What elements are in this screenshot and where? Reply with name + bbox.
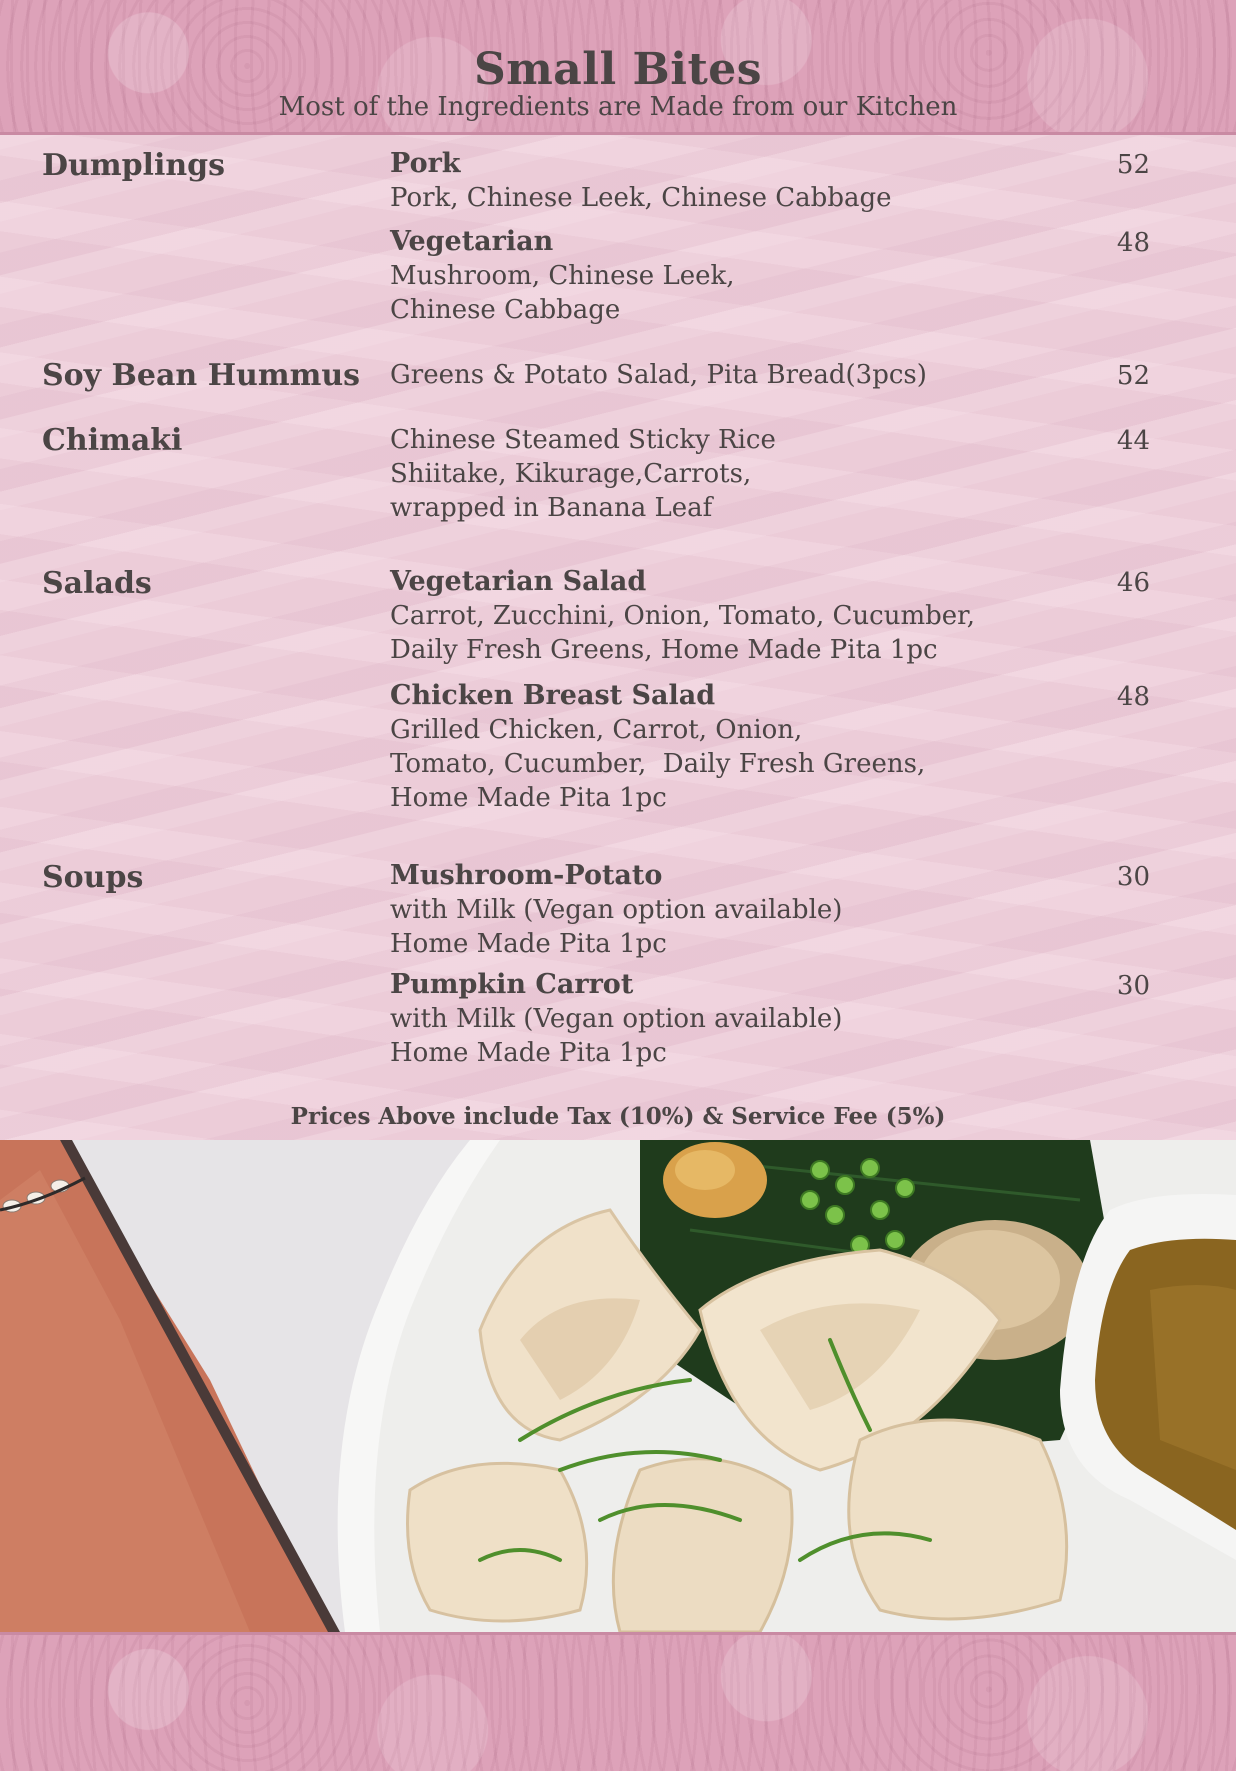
item-desc-mushroom-potato: with Milk (Vegan option available) Home Made Pita 1pc — [390, 895, 843, 959]
footer-ornament-band — [0, 1632, 1236, 1771]
item-desc-chicken-breast-salad: Grilled Chicken, Carrot, Onion, Tomato, Cucumber, Daily Fresh Greens, Home Made Pita 1pc — [390, 715, 926, 813]
item-desc-vegetarian-salad: Carrot, Zucchini, Onion, Tomato, Cucumber, Daily Fresh Greens, Home Made Pita 1pc — [390, 601, 975, 665]
item-name-pork: Pork — [390, 148, 461, 179]
category-salads: Salads — [42, 566, 152, 601]
page-subtitle: Most of the Ingredients are Made from our Kitchen — [278, 92, 958, 122]
page-title: Small Bites — [473, 44, 763, 95]
price-hummus: 52 — [1116, 361, 1150, 391]
item-desc-hummus: Greens & Potato Salad, Pita Bread(3pcs) — [390, 360, 927, 390]
dumplings-photo — [0, 1140, 1236, 1632]
item-desc-pumpkin-carrot: with Milk (Vegan option available) Home Made Pita 1pc — [390, 1004, 843, 1068]
price-mushroom-potato: 30 — [1116, 862, 1150, 892]
price-pumpkin-carrot: 30 — [1116, 971, 1150, 1001]
item-desc-pork: Pork, Chinese Leek, Chinese Cabbage — [390, 183, 892, 213]
price-chimaki: 44 — [1116, 426, 1150, 456]
category-dumplings: Dumplings — [42, 148, 226, 183]
item-name-chicken-breast-salad: Chicken Breast Salad — [390, 680, 716, 711]
item-name-pumpkin-carrot: Pumpkin Carrot — [390, 969, 634, 1000]
category-chimaki: Chimaki — [42, 423, 183, 458]
price-vegetarian-salad: 46 — [1116, 568, 1150, 598]
prices-note: Prices Above include Tax (10%) & Service Fee (5%) — [290, 1103, 946, 1130]
item-name-vegetarian-salad: Vegetarian Salad — [390, 566, 647, 597]
category-soups: Soups — [42, 860, 144, 895]
category-soy-bean-hummus: Soy Bean Hummus — [42, 358, 361, 393]
item-name-mushroom-potato: Mushroom-Potato — [390, 860, 663, 891]
price-pork: 52 — [1116, 150, 1150, 180]
item-name-vegetarian: Vegetarian — [390, 226, 554, 257]
price-vegetarian: 48 — [1116, 228, 1150, 258]
item-desc-vegetarian: Mushroom, Chinese Leek, Chinese Cabbage — [390, 261, 735, 325]
item-desc-chimaki: Chinese Steamed Sticky Rice Shiitake, Kikurage,Carrots, wrapped in Banana Leaf — [390, 425, 776, 523]
price-chicken-breast-salad: 48 — [1116, 682, 1150, 712]
